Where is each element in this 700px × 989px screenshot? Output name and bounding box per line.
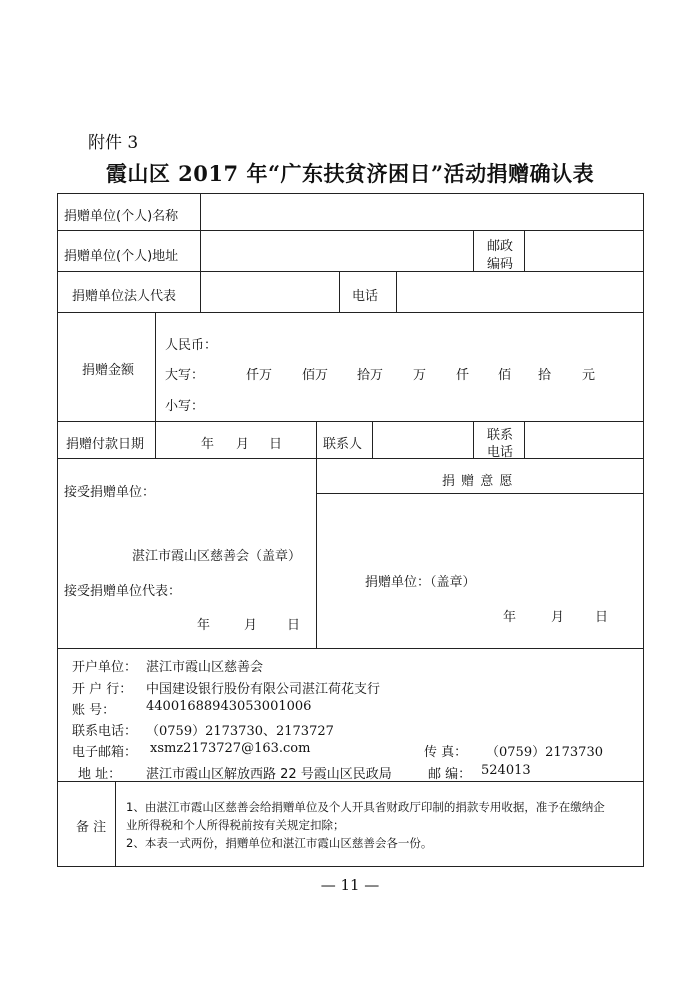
receiver-label: 接受捐赠单位： xyxy=(64,485,156,500)
donor-name-field[interactable] xyxy=(202,195,642,229)
unit-shi: 拾 xyxy=(538,368,552,383)
account-name: 湛江市霞山区慈善会 xyxy=(146,660,264,675)
contact-field[interactable] xyxy=(374,423,472,457)
donor-address-field[interactable] xyxy=(202,232,472,270)
email-link[interactable]: xsmz2173727@163.com xyxy=(150,741,311,756)
contact-label: 联系人 xyxy=(323,437,363,452)
donor-month: 月 xyxy=(551,610,565,625)
form-title: 霞山区 2017 年“广东扶贫济困日”活动捐赠确认表 xyxy=(105,161,595,186)
bank-name: 中国建设银行股份有限公司湛江荷花支行 xyxy=(146,682,381,697)
address: 湛江市霞山区解放西路 22 号霞山区民政局 xyxy=(146,767,392,782)
account-name-label: 开户单位： xyxy=(72,660,138,675)
address-label: 地 址： xyxy=(78,767,122,782)
receiver-org-stamp: 湛江市霞山区慈善会（盖章） xyxy=(132,549,302,564)
donation-intent-label: 捐 赠 意 愿 xyxy=(442,474,514,489)
notes-line-2: 业所得税和个人所得税前按有关规定扣除； xyxy=(126,818,345,832)
unit-baiwan: 佰万 xyxy=(302,368,329,383)
notes-line-3: 2、本表一式两份，捐赠单位和湛江市霞山区慈善会各一份。 xyxy=(126,836,433,850)
donor-address-label: 捐赠单位(个人)地址 xyxy=(64,249,179,264)
postcode-label: 邮政 xyxy=(487,239,514,254)
payment-month: 月 xyxy=(236,437,250,452)
account-no-label: 账 号： xyxy=(72,703,116,718)
unit-qianwan: 仟万 xyxy=(246,368,273,383)
rmb-label: 人民币： xyxy=(165,338,218,353)
receiver-month: 月 xyxy=(244,618,258,633)
legal-rep-label: 捐赠单位法人代表 xyxy=(72,289,177,304)
fax-number: （0759）2173730 xyxy=(486,745,603,760)
bank-label: 开 户 行： xyxy=(72,682,133,697)
postcode-field[interactable] xyxy=(526,232,642,270)
payment-date-label: 捐赠付款日期 xyxy=(66,437,145,452)
fax-label: 传 真： xyxy=(424,745,468,760)
donor-year: 年 xyxy=(503,610,517,625)
contact-phone-label: 联系 xyxy=(487,428,514,443)
unit-bai: 佰 xyxy=(498,368,512,383)
notes-label: 备 注 xyxy=(76,820,107,835)
notes-line-1: 1、由湛江市霞山区慈善会给捐赠单位及个人开具省财政厅印制的捐款专用收据，准予在缴纳企 xyxy=(126,800,605,814)
unit-wan: 万 xyxy=(413,368,427,383)
email-label: 电子邮箱： xyxy=(72,745,138,760)
receiver-year: 年 xyxy=(197,618,211,633)
account-number: 44001688943053001006 xyxy=(146,699,312,714)
contact-phone-field[interactable] xyxy=(526,423,642,457)
uppercase-label: 大写： xyxy=(165,368,205,383)
attachment-label: 附件 3 xyxy=(88,133,139,153)
zip-code: 524013 xyxy=(481,763,531,778)
phone-field[interactable] xyxy=(398,273,642,311)
unit-yuan: 元 xyxy=(582,368,596,383)
page-number: — 11 — xyxy=(320,876,380,894)
contact-phone-info: （0759）2173730、2173727 xyxy=(146,724,334,739)
lowercase-label: 小写： xyxy=(165,399,205,414)
receiver-day: 日 xyxy=(287,618,301,633)
receiver-rep-label: 接受捐赠单位代表： xyxy=(64,584,182,599)
payment-day: 日 xyxy=(269,437,283,452)
zip-label: 邮 编： xyxy=(428,767,472,782)
donor-day: 日 xyxy=(595,610,609,625)
contact-phone-label-2: 电话 xyxy=(487,445,514,460)
unit-qian: 仟 xyxy=(456,368,470,383)
contact-phone-info-label: 联系电话： xyxy=(72,724,138,739)
unit-shiwan: 拾万 xyxy=(357,368,384,383)
donor-stamp: 捐赠单位：（盖章） xyxy=(365,575,476,590)
postcode-label-2: 编码 xyxy=(487,257,514,272)
payment-year: 年 xyxy=(201,437,215,452)
legal-rep-field[interactable] xyxy=(202,273,338,311)
phone-label: 电话 xyxy=(352,289,379,304)
amount-label: 捐赠金额 xyxy=(82,363,135,378)
donor-name-label: 捐赠单位(个人)名称 xyxy=(64,209,179,224)
